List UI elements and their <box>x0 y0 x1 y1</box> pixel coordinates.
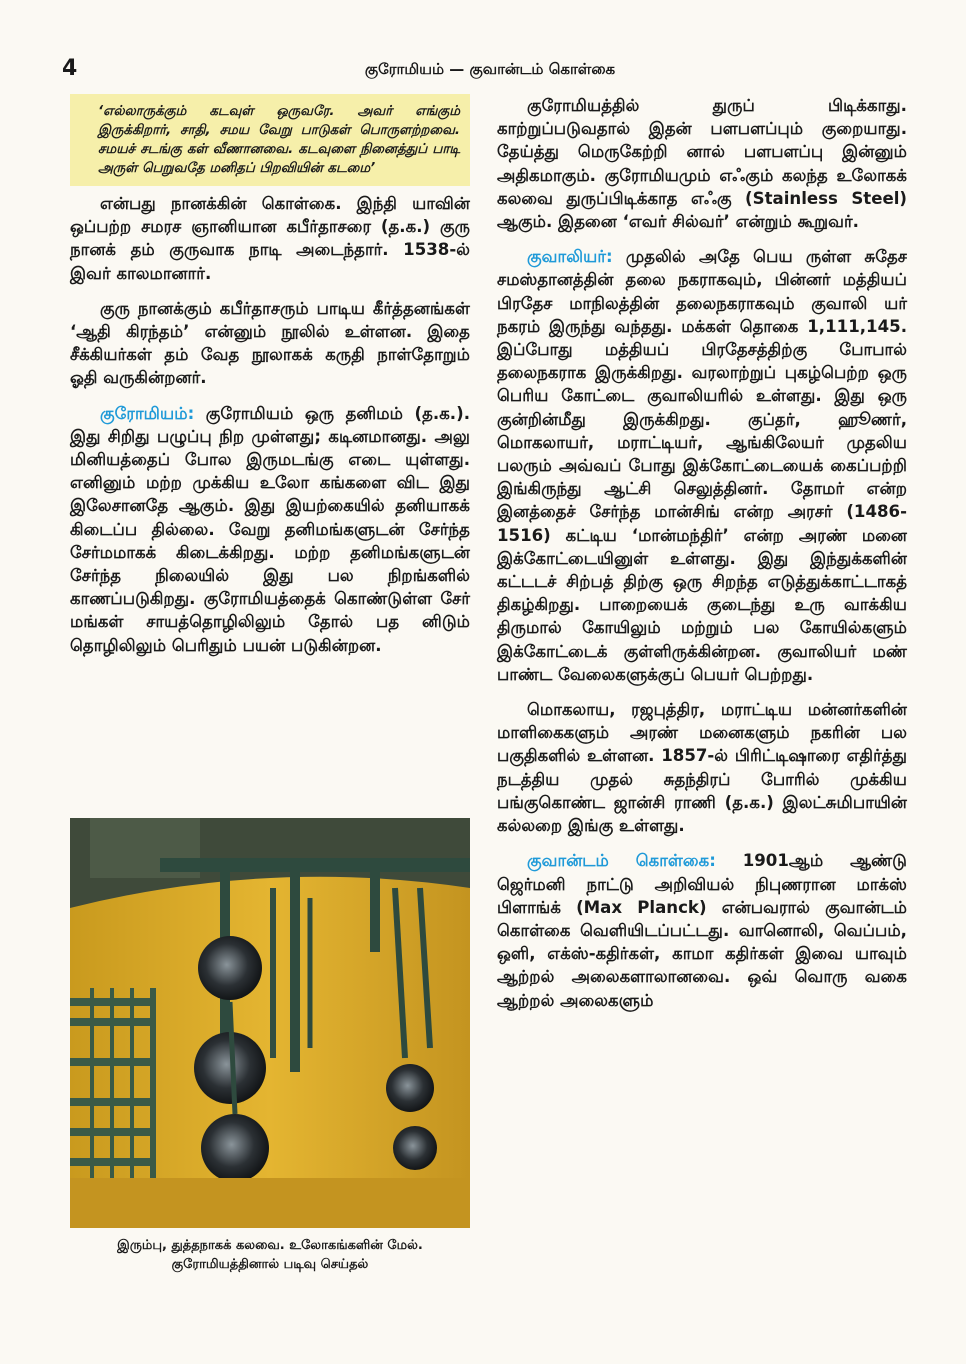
gwalior-text: முதலில் அதே பெய ருள்ள சுதேச சமஸ்தானத்தின் தலை நகராகவும், பின்னர் மத்தியப் பிரதேச மாநிலத்தின் தலைநகராகவும் குவாலி யர் நகரம் இருந்து வந்தது. மக்கள் தொகை 1,111,145. இப்போது மத்தியப் பிரதேசத்திற்கு போபால் தலைநகராக இருக்கிறது. வரலாற்றுப் புகழ்பெற்ற ஒரு பெரிய கோட்டை குவாலியரில் உள்ளது. இது ஒரு குன்றின்மீது இருக்கிறது. குப்தர், ஹூணர், மொகலாயர், மராட்டியர், ஆங்கிலேயர் முதலிய பலரும் அவ்வப் போது இக்கோட்டையைக் கைப்பற்றி இங்கிருந்து ஆட்சி செலுத்தினர். தோமர் என்ற இனத்தைச் சேர்ந்த மான்சிங் என்ற அரசர் (1486-1516) கட்டிய ‘மான்மந்திர்’ என்ற அரண் மனை இக்கோட்டையினுள் உள்ளது. இது இந்துக்களின் கட்டடச் சிற்பத் திற்கு ஒரு சிறந்த எடுத்துக்காட்டாகத் திகழ்கிறது. பாறையைக் குடைந்து உரு வாக்கிய திருமால் கோயிலும் மற்றும் பல கோயில்களும் இக்கோட்டைக் குள்ளிருக்கின்றன. குவாலியர் மண் பாண்ட வேலைகளுக்குப் பெயர் பெற்றது. <box>497 247 907 684</box>
paragraph-adi-granth: குரு நானக்கும் கபீர்தாசரும் பாடிய கீர்த்தனங்கள் ‘ஆதி கிரந்தம்’ என்னும் நூலில் உள்ளன. இதை சீக்கியர்கள் தம் வேத நூலாகக் கருதி நாள்தோறும் ஓதி வருகின்றனர். <box>70 298 470 388</box>
paragraph-stainless-steel: குரோமியத்தில் துருப் பிடிக்காது. காற்றுப்படுவதால் இதன் பளபளப்பும் குறையாது. தேய்த்து மெருகேற்றி னால் பளபளப்பு இன்னும் அதிகமாகும். குரோமியமும் எஃகும் கலந்த உலோகக் கலவை துருப்பிடிக்காத எஃகு (Stainless Steel) ஆகும். இதனை ‘எவர் சில்வர்’ என்றும் கூறுவர். <box>497 96 907 232</box>
chromium-heading: குரோமியம்: <box>100 403 195 423</box>
quantum-entry <box>497 849 907 1011</box>
running-head: குரோமியம் — குவான்டம் கொள்கை <box>364 60 616 78</box>
gwalior-entry <box>497 245 907 686</box>
left-column <box>70 94 470 669</box>
quantum-heading: குவான்டம் கொள்கை: <box>527 851 716 871</box>
paragraph-palaces: மொகலாய, ரஜபுத்திர, மராட்டிய மன்னர்களின் மாளிகைகளும் அரண் மனைகளும் நகரின் பல பகுதிகளில் உள்ளன. 1857-ல் பிரிட்டிஷாரை எதிர்த்து நடத்திய முதல் சுதந்திரப் போரில் முக்கிய பங்குகொண்ட ஜான்சி ராணி (த.க.) இலட்சுமிபாயின் கல்லறை இங்கு உள்ளது. <box>497 700 907 836</box>
paragraph-nanak: என்பது நானக்கின் கொள்கை. இந்தி யாவின் ஒப்பற்ற சமரச ஞானியான கபீர்தாசரை (த.க.) குரு நானக் தம் குருவாக நாடி அடைந்தார். 1538-ல் இவர் காலமானார். <box>70 194 470 283</box>
chromium-plating-illustration <box>70 818 470 1228</box>
chromium-entry <box>70 402 470 657</box>
quantum-text: 1901ஆம் ஆண்டு ஜெர்மனி நாட்டு அறிவியல் நிபுணரான மாக்ஸ் பிளாங்க் (Max Planck) என்பவரால் குவான்டம் கொள்கை வெளியிடப்பட்டது. வானொலி, வெப்பம், ஒளி, எக்ஸ்-கதிர்கள், காமா கதிர்கள் இவை யாவும் ஆற்றல் அலைகளாலானவை. ஒவ் வொரு வகை ஆற்றல் அலைகளும் <box>497 851 907 1010</box>
chromium-text: குரோமியம் ஒரு தனிமம் (த.க.). இது சிறிது பழுப்பு நிற முள்ளது; கடினமானது. அலு மினியத்தைப் போல இருமடங்கு எடை யுள்ளது. எனினும் மற்ற முக்கிய உலோ கங்களை விட இது இலேசானதே ஆகும். இது இயற்கையில் தனியாகக் கிடைப்ப தில்லை. வேறு தனிமங்களுடன் சேர்ந்த சேர்மமாகக் கிடைக்கிறது. மற்ற தனிமங்களுடன் சேர்ந்த நிலையில் இது பல நிறங்களில் காணப்படுகிறது. குரோமியத்தைக் கொண்டுள்ள சேர் மங்கள் சாயத்தொழிலிலும் தோல் பத னிடும் தொழிலிலும் பெரிதும் பயன் படுகின்றன. <box>70 403 470 655</box>
quote-box: ‘எல்லாருக்கும் கடவுள் ஒருவரே. அவர் எங்கும் இருக்கிறார், சாதி, சமய வேறு பாடுகள் பொருளற்றவை. சமயச் சடங்கு கள் வீணானவை. கடவுளை நினைத்துப் பாடி அருள் பெறுவதே மனிதப் பிறவியின் கடமை’ <box>70 94 470 186</box>
gwalior-heading: குவாலியர்: <box>527 247 613 267</box>
figure-caption: இரும்பு, துத்தநாகக் கலவை. உலோகங்களின் மேல். குரோமியத்தினால் படிவு செய்தல் <box>117 1238 423 1272</box>
page-number: 4 <box>62 56 78 81</box>
right-column <box>497 94 907 1024</box>
